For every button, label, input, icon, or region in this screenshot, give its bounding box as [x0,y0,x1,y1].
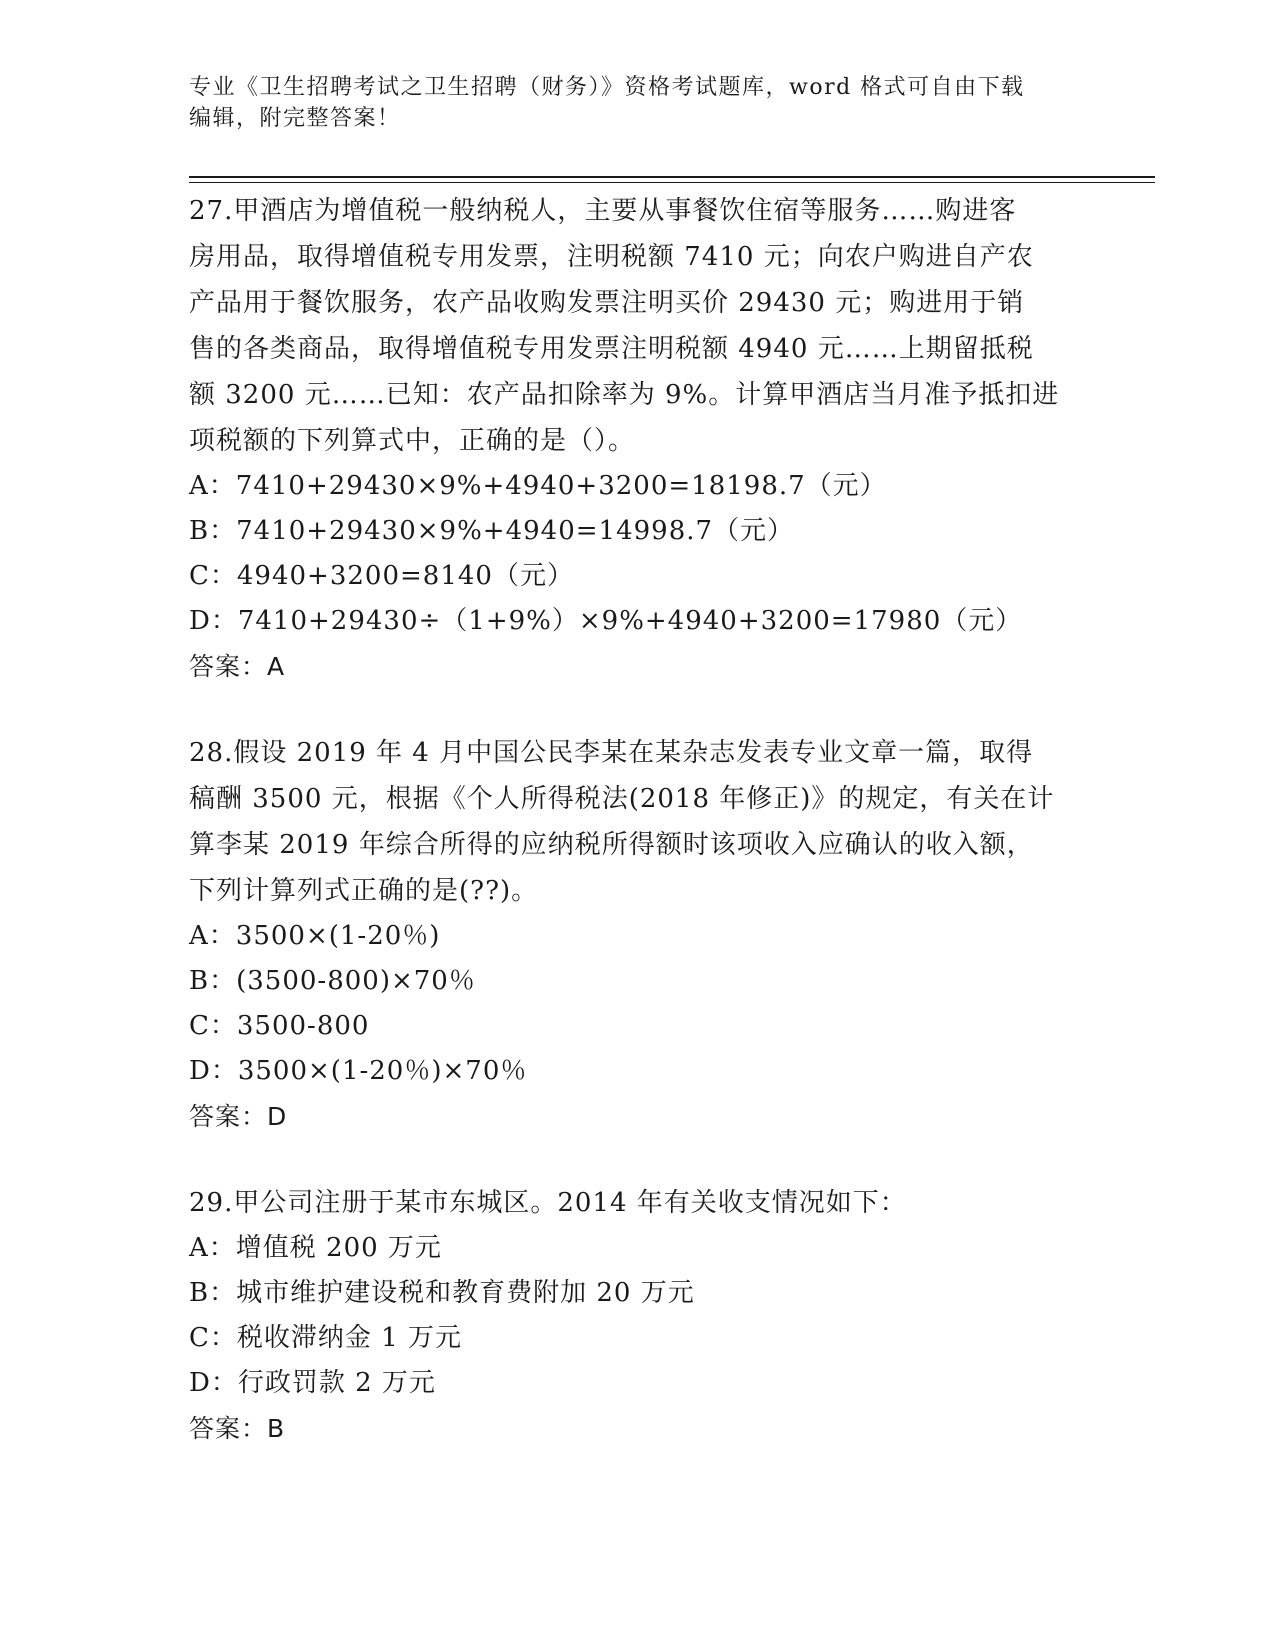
option-c: C：3500-800 [189,1011,370,1041]
question-text-line: 项税额的下列算式中，正确的是（）。 [189,426,636,456]
header-divider-thin [189,182,1155,183]
question-text-line: 27.甲酒店为增值税一般纳税人，主要从事餐饮住宿等服务……购进客 [189,196,1017,226]
question-28 [189,730,1089,1140]
option-c: C：4940+3200=8140（元） [189,561,574,591]
option-b: B：7410+29430×9%+4940=14998.7（元） [189,516,795,546]
question-text-line: 29.甲公司注册于某市东城区。2014 年有关收支情况如下： [189,1188,907,1218]
option-b: B：(3500-800)×70％ [189,966,476,996]
question-text-line: 算李某 2019 年综合所得的应纳税所得额时该项收入应确认的收入额， [189,830,1034,860]
question-text-line: 下列计算列式正确的是(??)。 [189,876,539,906]
option-d: D：7410+29430÷（1+9%）×9%+4940+3200=17980（元） [189,606,1023,636]
question-text-line: 房用品，取得增值税专用发票，注明税额 7410 元；向农户购进自产农 [189,242,1034,272]
header-divider-thick [189,176,1155,178]
question-spacer [189,690,1089,730]
document-header [189,72,1069,134]
option-b: B：城市维护建设税和教育费附加 20 万元 [189,1278,695,1308]
question-spacer [189,1140,1089,1180]
question-text-line: 28.假设 2019 年 4 月中国公民李某在某杂志发表专业文章一篇，取得 [189,738,1034,768]
question-text-line: 售的各类商品，取得增值税专用发票注明税额 4940 元……上期留抵税 [189,334,1034,364]
question-27 [189,188,1089,690]
option-c: C：税收滞纳金 1 万元 [189,1323,462,1353]
question-text-line: 产品用于餐饮服务，农产品收购发票注明买价 29430 元；购进用于销 [189,288,1025,318]
question-text-line: 稿酬 3500 元，根据《个人所得税法(2018 年修正)》的规定，有关在计 [189,784,1055,814]
header-line-1: 专业《卫生招聘考试之卫生招聘（财务）》资格考试题库，word 格式可自由下载 [189,75,1025,100]
question-text-line: 额 3200 元……已知：农产品扣除率为 9%。计算甲酒店当月准予抵扣进 [189,380,1060,410]
answer-label: 答案：D [189,1102,288,1131]
answer-label: 答案：B [189,1414,286,1443]
answer-label: 答案：A [189,652,286,681]
option-a: A：增值税 200 万元 [189,1233,442,1263]
option-d: D：3500×(1-20％)×70％ [189,1056,528,1086]
question-list [189,188,1089,1452]
option-a: A：3500×(1-20％) [189,921,441,951]
option-d: D：行政罚款 2 万元 [189,1368,436,1398]
option-a: A：7410+29430×9%+4940+3200=18198.7（元） [189,471,887,501]
header-line-2: 编辑，附完整答案！ [189,106,401,131]
question-29 [189,1180,1089,1452]
